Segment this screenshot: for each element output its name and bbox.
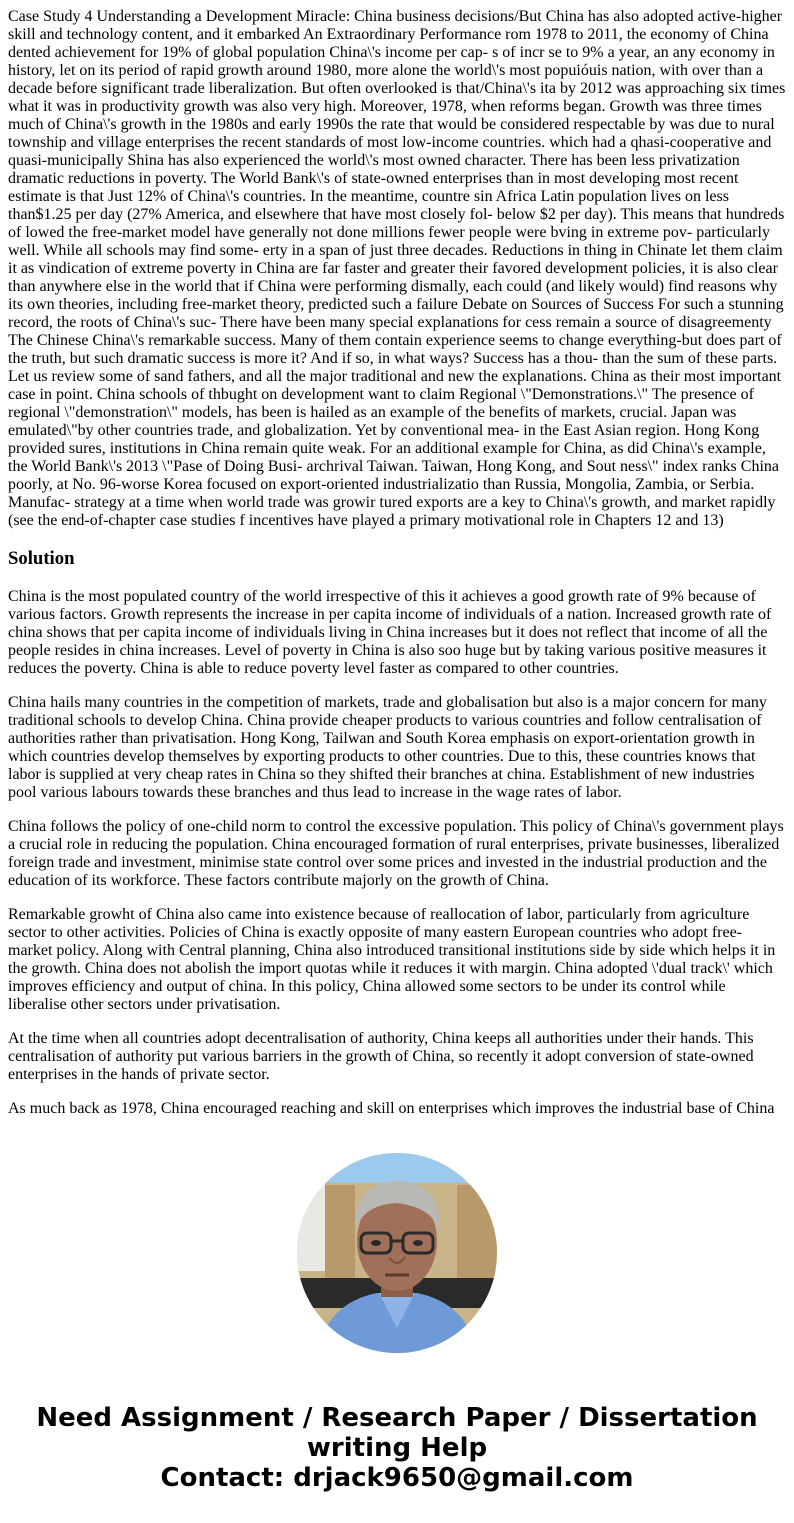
promo-line-help: writing Help xyxy=(306,1433,488,1463)
promo-banner xyxy=(0,1403,794,1493)
solution-paragraph: At the time when all countries adopt decentralisation of authority, China keeps all authorities under their hands. This centralisation of authority put various barriers in the growth of China, so recently it adopt conversion of state-owned enterprises in the hands of private sector. xyxy=(8,1030,754,1083)
solution-paragraph: China follows the policy of one-child norm to control the excessive population. This policy of China\'s government plays a crucial role in reducing the population. China encouraged formation of rural enterprises, private businesses, liberalized foreign trade and investment, minimise state control over some prices and invested in the industrial production and the education of its workforce. These factors contribute majorly on the growth of China. xyxy=(8,818,784,889)
document-body xyxy=(8,8,786,1125)
promo-line-services: Need Assignment / Research Paper / Dissertation xyxy=(36,1403,758,1433)
question-paragraph: Case Study 4 Understanding a Development Miracle: China business decisions/But China has also adopted active-higher skill and technology content, and it embarked An Extraordinary Performance rom 1978 to 2011, the economy of China dented achievement for 19% of global population China\'s income per cap- s of incr se to 9% a year, an any economy in history, let on its period of rapid growth around 1980, more alone the world\'s most popuióuis nation, with over than a decade before significant trade liberalization. But often overlooked is that/China\'s ita by 2012 was approaching six times what it was in productivity growth was also very high. Moreover, 1978, when reforms began. Growth was three times much of China\'s growth in the 1980s and early 1990s the rate that would be considered respectable by was due to nural township and village enterprises the recent standards of most low-income countries. which had a qhasi-cooperative and quasi-municipally Shina has also experienced the world\'s most owned character. There has been less privatization dramatic reductions in poverty. The World Bank\'s of state-owned enterprises than in most developing most recent estimate is that Just 12% of China\'s countries. In the meantime, countre sin Africa Latin population lives on less than$1.25 per day (27% America, and elsewhere that have most closely fol- below $2 per day). This means that hundreds of lowed the free-market model have generally not done millions fewer people were bving in extreme pov- particularly well. While all schools may find some- erty in a span of just three decades. Reductions in thing in Chinate let them claim it as vindication of extreme poverty in China are far faster and greater their favored development policies, it is also clear than anywhere else in the world that if China were performing dismally, each could (and likely would) find reasons why its own theories, including free-market theory, predicted such a failure Debate on Sources of Success For such a stunning record, the roots of China\'s suc- There have been many special explanations for cess remain a source of disagreementy The Chinese China\'s remarkable success. Many of them contain experience seems to change everything-but does part of the truth, but such dramatic success is more it? And if so, in what ways? Success has a thou- than the sum of these parts. Let us review some of sand fathers, and all the major traditional and new the explanations. China as their most important case in point. China schools of thbught on development want to claim Regional \"Demonstrations.\" The presence of regional \"demonstration\" models, has been is hailed as an example of the benefits of markets, crucial. Japan was emulated\"by other countries trade, and globalization. Yet by conventional mea- in the East Asian region. Hong Kong provided sures, institutions in China remain quite weak. For an additional example for China, as did China\'s example, the World Bank\'s 2013 \"Pase of Doing Busi- archrival Taiwan. Taiwan, Hong Kong, and Sout ness\" index ranks China poorly, at No. 96-worse Korea focused on export-oriented industrializatio than Russia, Mongolia, Zambia, or Serbia. Manufac- strategy at a time when world trade was growir tured exports are a key to China\'s growth, and market rapidly (see the end-of-chapter case studies f incentives have played a primary motivational role in Chapters 12 and 13) xyxy=(8,8,786,529)
solution-paragraph-truncated: As much back as 1978, China encouraged reaching and skill on enterprises which improves the industrial base of China xyxy=(8,1100,775,1117)
solution-heading: Solution xyxy=(8,548,75,569)
person-photo-avatar-icon xyxy=(297,1153,497,1353)
avatar xyxy=(297,1153,497,1353)
solution-paragraph: China is the most populated country of the world irrespective of this it achieves a good growth rate of 9% because of various factors. Growth represents the increase in per capita income of individuals of a nation. Increased growth rate of china shows that per capita income of individuals living in China increases but it does not reflect that income of all the people resides in china increases. Level of poverty in China is also soo huge but by taking various positive measures it reduces the poverty. China is able to reduce poverty level faster as compared to other countries. xyxy=(8,588,772,677)
promo-line-contact: Contact: drjack9650@gmail.com xyxy=(160,1463,634,1493)
solution-paragraph: China hails many countries in the competition of markets, trade and globalisation but also is a major concern for many traditional schools to develop China. China provide cheaper products to various countries and follow centralisation of authorities rather than privatisation. Hong Kong, Tailwan and South Korea emphasis on export-orientation growth in which countries develop themselves by exporting products to other countries. Due to this, these countries knows that labor is supplied at very cheap rates in China so they shifted their branches at china. Establishment of new industries pool various labours towards these branches and thus lead to increase in the wage rates of labor. xyxy=(8,694,767,801)
solution-paragraph: Remarkable growht of China also came into existence because of reallocation of labor, particularly from agriculture sector to other activities. Policies of China is exactly opposite of many eastern European countries who adopt free-market policy. Along with Central planning, China also introduced transitional institutions side by side which helps it in the growth. China does not abolish the import quotas while it reduces it with margin. China adopted \'dual track\' which improves efficiency and output of china. In this policy, China allowed some sectors to be under its control while liberalise other sectors under privatisation. xyxy=(8,906,776,1013)
